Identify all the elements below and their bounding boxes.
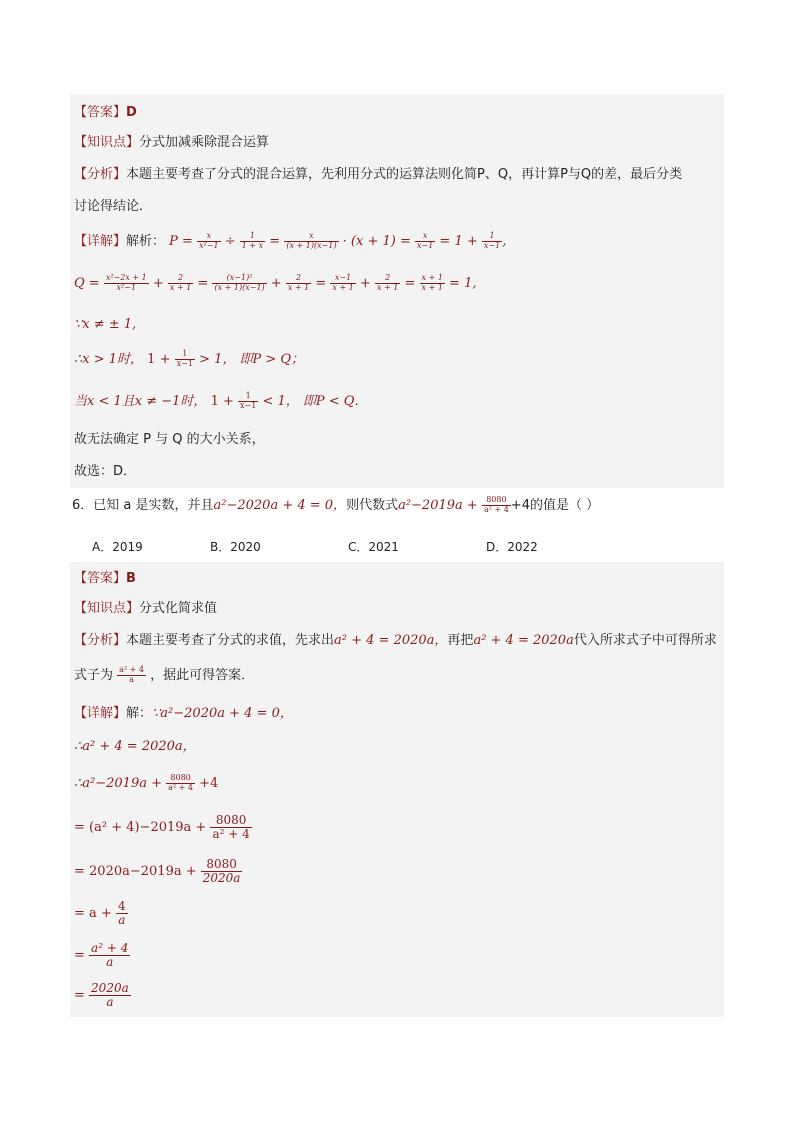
q5-analysis-line-2 [74,198,152,216]
step4-fraction: $\frac{8080}{2020a}$ [202,857,241,886]
q5-answer-line [74,104,137,122]
q5-knowledge-line [74,134,269,152]
q6-knowledge-line: 【知识点】分式化简求值 [74,601,218,616]
case1-fraction: $\frac{1}{x-1}$ [176,349,193,368]
q6-stem-fraction: $\frac{8080}{\text{a² + 4}}$ [483,495,509,514]
q5-because: ∵x ≠ ± 1, [74,317,137,332]
q5-case1: ∴x > 1时， 1 + $\frac{1}{x-1}$ > 1， 即P > Q； [74,349,305,368]
knowledge-label: 【知识点】 [74,135,140,150]
option-c[interactable]: C．2021 [348,540,399,554]
analysis-label: 【分析】 [74,167,127,182]
q6-step7: = $\frac{2020a}{a}$ [74,981,129,1010]
q5-detail-line [74,232,506,251]
knowledge-text: 分式加减乘除混合运算 [139,135,270,150]
q6-step3: = (a² + 4)−2019a + $\frac{8080}{\text{a² + 4}}$ [74,813,250,842]
q6-step2: ∴a²−2019a + $\frac{8080}{\text{a² + 4}}$ +4 [74,773,219,792]
option-a[interactable]: A．2019 [92,540,143,554]
case2-fraction: $\frac{1}{x-1}$ [240,391,257,410]
step6-fraction: $\frac{\text{a² + 4}}{a}$ [91,941,129,970]
step7-fraction: $\frac{2020a}{a}$ [91,981,129,1010]
q6-analysis-line-2: 式子为 $\frac{\text{a² + 4}}{a}$ ，据此可得答案． [74,665,255,684]
answer-value: D [126,105,137,120]
q6-step1: ∴a² + 4 = 2020a， [74,739,196,754]
analysis-text-1: 本题主要考查了分式的混合运算，先利用分式的运算法则化简P、Q，再计算P与Q的差，最后分类 [126,167,683,182]
q6-analysis-fraction: $\frac{\text{a² + 4}}{a}$ [119,665,145,684]
q6-analysis-line-1: 【分析】本题主要考查了分式的求值，先求出a² + 4 = 2020a，再把a² + 4 = 2020a代入所求式子中可得所求 [74,633,717,648]
q6-step6: = $\frac{\text{a² + 4}}{a}$ [74,941,129,970]
q5-analysis-line-1 [74,166,682,184]
q6-step5: = a + $\frac{4}{a}$ [74,899,126,928]
option-b[interactable]: B．2020 [210,540,261,554]
step3-fraction: $\frac{8080}{\text{a² + 4}}$ [212,813,250,842]
q5-choice: 故选：D． [74,464,137,479]
detail-intro: 解析： [126,233,166,249]
step2-fraction: $\frac{8080}{\text{a² + 4}}$ [168,773,193,792]
q6-detail-line: 【详解】解：∵a²−2020a + 4 = 0， [74,706,293,721]
q6-step4: = 2020a−2019a + $\frac{8080}{2020a}$ [74,857,241,886]
q5-formula-q: Q = $\frac{\text{x²−2x + 1}}{\text{x²−1}}$ + $\frac{2}{x + 1}$ = $\frac{\text{(x−1)²}}{(x + 1)(x-1)}$ + $\frac{2}{x + 1}$ = $\frac{x-1}{x + 1}$ + $\frac{2}{x + 1}$ = $\frac{x + 1}{x + 1}$ = 1, [74,273,477,292]
analysis-text-2: 讨论得结论． [74,199,153,214]
detail-label: 【详解】 [74,233,127,249]
answer-label: 【答案】 [74,105,127,120]
formula-p: P = $\frac{x}{\text{x²−1}}$ ÷ $\frac{1}{1 + x}$ = $\frac{x}{(x + 1)(x-1)}$ · (x + 1) = $\frac{x}{x-1}$ = 1 + $\frac{1}{x-1}$ , [169,231,507,250]
q5-solution-block [70,94,724,488]
q6-answer-line: 【答案】B [74,571,136,586]
q6-stem: 6．已知 a 是实数，并且a²−2020a + 4 = 0，则代数式a²−2019a + $\frac{8080}{\text{a² + 4}}$ +4的值是（ ） [72,495,600,514]
q5-case2: 当x < 1且x ≠ −1时， 1 + $\frac{1}{x-1}$ < 1， 即P < Q． [74,391,368,410]
q6-solution-block [70,562,724,1017]
q5-conclusion: 故无法确定 P 与 Q 的大小关系， [74,432,265,447]
step5-fraction: $\frac{4}{a}$ [117,899,126,928]
option-d[interactable]: D．2022 [486,540,538,554]
